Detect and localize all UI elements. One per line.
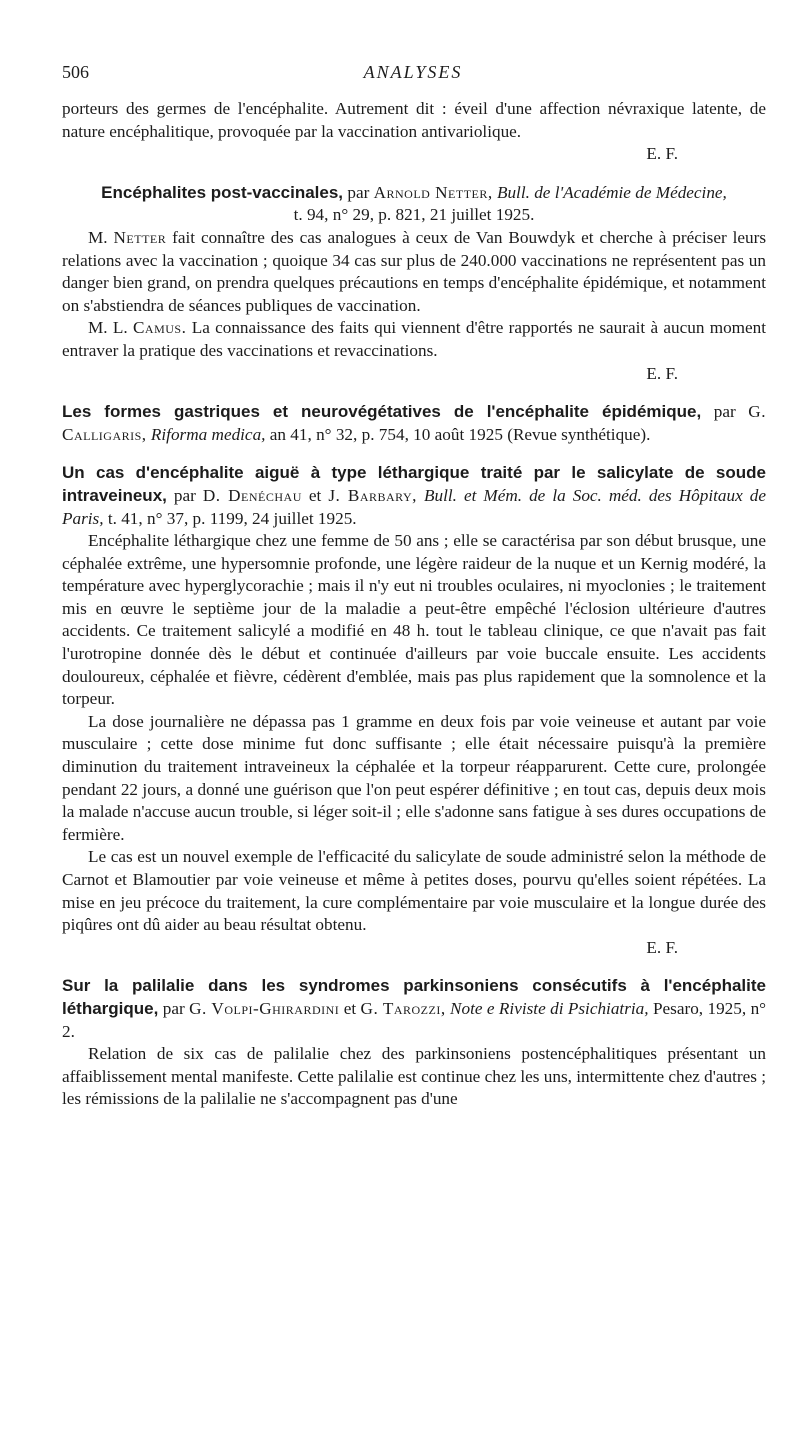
page-number: 506 [62,62,89,82]
and-word: et [343,998,357,1018]
article-heading [62,182,766,227]
article-signature: E. F. [646,363,678,383]
article-journal: Bull. et Mém. de la Soc. méd. des Hôpitaux de Paris, [62,485,766,528]
article-title: Les formes gastriques et neurovégétatives de l'encéphalite épidémique, [62,402,702,422]
paragraph-text: fait connaître des cas analogues à ceux de Van Bouwdyk et cherche à préciser leurs relations avec la vaccination ; quoique 34 cas sur plus de 240.000 vaccinations ne représentent pas un danger bien grand, on prendra quelques précautions en temps d'encéphalite épidémique, et notamment on s'abstiendra de séances publiques de vaccination. [62,227,767,315]
article-title: Sur la palilalie dans les syndromes parkinsoniens consécutifs à l'encéphalite léthargique, [62,976,766,1018]
speaker-prefix: M. L. [88,318,128,338]
article-author: G. Calligaris, [62,402,767,444]
article-palilalie [62,975,766,1111]
par-word: par [713,402,736,422]
article-heading [62,462,766,530]
article-formes-gastriques [62,401,766,446]
par-word: par [347,182,370,202]
paragraph-text: La connaissance des faits qui viennent d'être rapportés ne saurait à aucun moment entraver la pratique des vaccinations et revaccinations. [62,318,767,360]
article-reference: t. 41, n° 37, p. 1199, 24 juillet 1925. [107,508,357,528]
article-author: J. Barbary, [328,485,417,505]
article-author: Arnold Netter, [373,182,493,202]
article-title: Un cas d'encéphalite aiguë à type léthargique traité par le salicylate de soude intraveineux, [62,463,766,505]
article-author: G. Volpi-Ghirardini [189,998,340,1018]
article-journal: Riforma medica, [150,424,266,444]
carryover-signature: E. F. [646,144,678,164]
article-paragraph: La dose journalière ne dépassa pas 1 gramme en deux fois par voie veineuse et autant par voie musculaire ; cette dose minime fut donc suffisante ; elle était nécessaire puisqu'à la première diminution du traitement intraveineux la céphalée et la torpeur réapparurent. Cette cure, prolongée pendant 22 jours, a donné une guérison que l'on peut espérer définitive ; en tout cas, depuis deux mois la malade n'accuse aucun trouble, si léger soit-il ; elle s'adonne sans fatigue à ses dures occupations de fermière. [62,711,766,844]
article-title: Encéphalites post-vaccinales, [101,182,344,202]
article-reference: an 41, n° 32, p. 754, 10 août 1925 (Revue synthétique). [269,424,651,444]
par-word: par [173,485,196,505]
article-paragraph: Relation de six cas de palilalie chez des parkinsoniens postencéphalitiques présentant un affaiblissement mental manifeste. Cette palilalie est continue chez les uns, intermittente chez d'autres ; les rémissions de la palilalie ne s'accompagnent pas d'une [62,1044,766,1109]
page-header [62,62,764,88]
article-paragraph: Le cas est un nouvel exemple de l'efficacité du salicylate de soude administré selon la méthode de Carnot et Blamoutier par voie veineuse et même à petites doses, pourvu qu'elles soient répétées. La mise en jeu précoce du traitement, la cure complémentaire par voie musculaire et la longue durée des piqûres ont dû aider au beau résultat obtenu. [62,847,766,935]
article-signature: E. F. [646,937,678,957]
speaker-name: Camus. [132,318,187,338]
article-reference: t. 94, n° 29, p. 821, 21 juillet 1925. [293,205,535,225]
carryover-paragraph: porteurs des germes de l'encéphalite. Autrement dit : éveil d'une affection névraxique latente, de nature encéphalitique, provoquée par la vaccination antivariolique. [62,99,766,141]
speaker-prefix: M. [88,227,108,247]
article-paragraph [62,227,766,317]
speaker-name: Netter [113,227,167,247]
article-heading [62,975,766,1043]
running-head: ANALYSES [363,62,463,82]
article-heading [62,401,766,446]
article-encephalites-post-vaccinales [62,182,766,385]
article-paragraph: Encéphalite léthargique chez une femme de 50 ans ; elle se caractérisa par son début brusque, une céphalée extrême, une hypersomnie profonde, une légère raideur de la nuque et un Kernig modéré, la température avec hyperglycorachie ; mais il n'y eut ni troubles oculaires, ni myoclonies ; le traitement mis en œuvre le septième jour de la maladie a peut-être empêché l'éclosion ultérieure d'autres accidents. Ce traitement salicylé a modifié en 48 h. tout le tableau clinique, ce que n'avait pas fait l'urotropine donnée dès le début et continuée d'ailleurs par voie buccale ensuite. Les accidents douloureux, céphalée et fièvre, cédèrent d'emblée, mais pas plus rapidement que la somnolence et la torpeur. [62,531,766,709]
and-word: et [308,485,322,505]
article-journal: Note e Riviste di Psichiatria, [450,998,649,1018]
article-author: D. Denéchau [202,485,302,505]
par-word: par [162,998,185,1018]
page-content [62,98,766,1117]
article-journal: Bull. de l'Académie de Médecine, [496,182,727,202]
article-reference: Pesaro, 1925, n° 2. [62,998,767,1041]
carryover-section [62,98,766,166]
article-paragraph [62,317,766,362]
article-author: G. Tarozzi, [360,998,446,1018]
article-encephalite-aigue [62,462,766,959]
